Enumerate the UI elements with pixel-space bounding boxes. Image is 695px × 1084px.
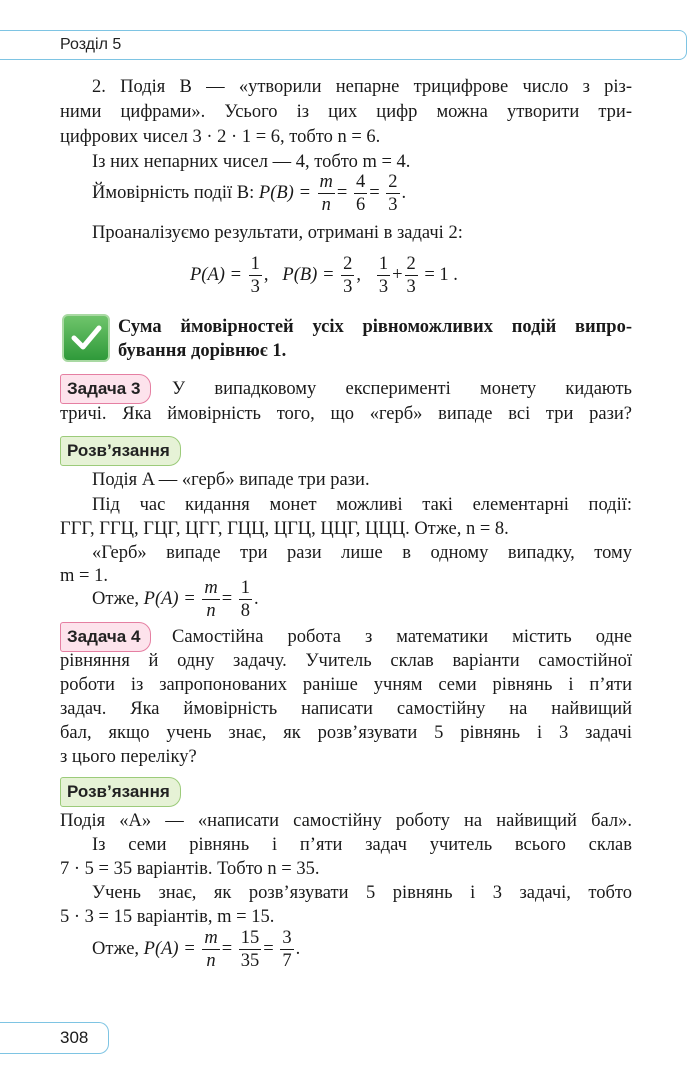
p2-line-4: Із них непарних чисел — 4, тобто m = 4. (92, 152, 411, 172)
task4-line-4: задач. Яка ймовірність написати самостійну на найвищий (60, 699, 632, 719)
sol4-line-5: 5 · 3 = 15 варіантів, m = 15. (60, 907, 275, 927)
task4-line-2: рівняння й одну задачу. Учитель склав варіанти самостійної (60, 651, 632, 671)
p2-line-2: ними цифрами». Усього із цих цифр можна утворити три- (60, 102, 632, 122)
eq-pb-fraction: $\frac{2}{3}$ (343, 254, 353, 298)
page-number: 308 (60, 1028, 89, 1047)
sol3-line-2: Під час кидання монет можливі такі елементарні події: (92, 495, 632, 515)
p2-line-1: 2. Подія B — «утворили непарне трицифрове число з різ- (92, 77, 632, 97)
fraction-m-n: $\frac{m}{n}$ (204, 578, 218, 622)
fraction-3-7: $\frac{3}{7}$ (282, 928, 292, 972)
fraction-4-6: $\frac{4}{6}$ (355, 172, 366, 216)
p2-line-3: цифрових чисел 3 · 2 · 1 = 6, тобто n = 6. (60, 127, 381, 147)
checkmark-icon (62, 314, 110, 362)
eq-result: = 1 . (424, 265, 458, 285)
section-header (0, 30, 687, 60)
task4-line-3: роботи із запропонованих раніше учням семи рівнянь і п’яти (60, 675, 632, 695)
fraction-1-8: $\frac{1}{8}$ (240, 578, 251, 622)
eq-pa-fraction: $\frac{1}{3}$ (250, 254, 260, 298)
fraction-2-3: $\frac{2}{3}$ (388, 172, 398, 216)
task3-line-1: У випадковому експерименті монету кидають (172, 379, 632, 399)
eq-pa-lhs: P(A) = (190, 265, 243, 285)
sol3-line-3: ГГГ, ГГЦ, ГЦГ, ЦГГ, ГЦЦ, ЦГЦ, ЦЦГ, ЦЦЦ. Отже, n = 8. (60, 519, 509, 539)
sol3-line-4: «Герб» випаде три рази лише в одному випадку, тому (92, 543, 632, 563)
task4-line-5: бал, якщо учень знає, як розв’язувати 5 рівнянь і 3 задачі (60, 723, 632, 743)
eq-sum-fraction-2: $\frac{2}{3}$ (406, 254, 416, 298)
fraction-m-n: $\frac{m}{n}$ (204, 928, 218, 972)
solution-4-label: Розв’язання (60, 777, 181, 807)
fraction-15-35: $\frac{15}{35}$ (240, 928, 260, 972)
task4-line-1: Самостійна робота з математики містить одне (172, 627, 632, 647)
solution-3-label: Розв’язання (60, 436, 181, 466)
sol4-line-3: 7 · 5 = 35 варіантів. Тобто n = 35. (60, 859, 320, 879)
task-3-label: Задача 3 (60, 374, 151, 404)
task4-line-6: з цього переліку? (60, 747, 197, 767)
section-title: Розділ 5 (60, 36, 122, 53)
sol3-conclusion: Отже, P(A) = $\frac{m}{n}$ = $\frac{1}{8}$ . (92, 578, 259, 622)
p2-prob-lhs: P(B) = (258, 183, 311, 203)
task-4-label: Задача 4 (60, 622, 151, 652)
task3-line-2: тричі. Яка ймовірність того, що «герб» випаде всі три рази? (60, 404, 632, 424)
sol4-line-1: Подія «A» — «написати самостійну роботу на найвищий бал». (60, 811, 632, 831)
sol3-line-5: m = 1. (60, 566, 108, 586)
p2-line-6: Проаналізуємо результати, отримані в задачі 2: (92, 223, 463, 243)
sol4-line-4: Учень знає, як розв’язувати 5 рівнянь і 3 задачі, тобто (92, 883, 632, 903)
p2-prob-prefix: Ймовірність події B: (92, 183, 255, 203)
eq-sum-fraction-1: $\frac{1}{3}$ (378, 254, 389, 298)
fraction-m-n: $\frac{m}{n}$ (319, 172, 333, 216)
sol4-conclusion: Отже, P(A) = $\frac{m}{n}$ = $\frac{15}{35}$ = $\frac{3}{7}$ . (92, 928, 301, 972)
page-number-box (0, 1022, 109, 1054)
results-equation: P(A) = $\frac{1}{3}$ , P(B) = $\frac{2}{3}$ , $\frac{1}{3}$ + $\frac{2}{3}$ = 1 . (190, 254, 458, 298)
eq-pb-lhs: P(B) = (282, 265, 335, 285)
sol3-line-1: Подія A — «герб» випаде три рази. (92, 470, 370, 490)
sol4-line-2: Із семи рівнянь і п’яти задач учитель всього склав (92, 835, 632, 855)
rule-line-1: Сума ймовірностей усіх рівноможливих подій випро- (118, 317, 632, 337)
rule-line-2: бування дорівнює 1. (118, 341, 287, 361)
p2-probability-b: Ймовірність події B: P(B) = $\frac{m}{n}$ = $\frac{4}{6}$ = $\frac{2}{3}$ . (92, 172, 407, 216)
